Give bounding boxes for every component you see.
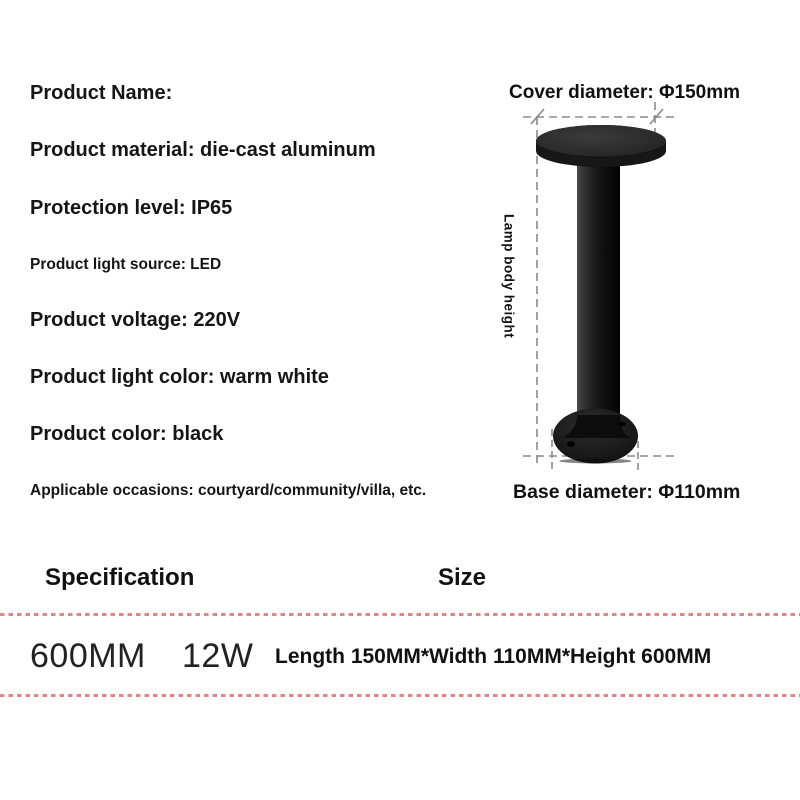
table-header-size: Size <box>438 564 487 591</box>
spec-line-product-name: Product Name: <box>30 82 173 104</box>
lamp-base <box>553 409 638 464</box>
table-cell-spec-value: 600MM <box>30 637 146 675</box>
table-header-specification: Specification <box>45 564 195 591</box>
spec-line-protection: Protection level: IP65 <box>30 197 233 219</box>
lamp-pole <box>577 150 620 440</box>
base-diameter-label: Base diameter: Φ110mm <box>513 481 741 503</box>
spec-line-occasions: Applicable occasions: courtyard/community/villa, etc. <box>30 482 427 499</box>
spec-line-voltage: Product voltage: 220V <box>30 309 241 331</box>
product-diagram <box>470 75 780 515</box>
spec-line-light-color: Product light color: warm white <box>30 366 329 388</box>
lamp-body-height-label: Lamp body height <box>501 214 517 339</box>
spec-line-material: Product material: die-cast aluminum <box>30 139 376 161</box>
lamp-cover <box>536 125 666 167</box>
cover-diameter-label: Cover diameter: Φ150mm <box>509 82 741 103</box>
table-divider-bottom <box>0 694 800 697</box>
table-cell-size-value: Length 150MM*Width 110MM*Height 600MM <box>275 645 712 668</box>
table-cell-power-value: 12W <box>182 637 254 675</box>
spec-line-color: Product color: black <box>30 423 224 445</box>
spec-line-light-source: Product light source: LED <box>30 256 222 273</box>
table-divider-top <box>0 613 800 616</box>
lamp-illustration <box>470 75 780 515</box>
